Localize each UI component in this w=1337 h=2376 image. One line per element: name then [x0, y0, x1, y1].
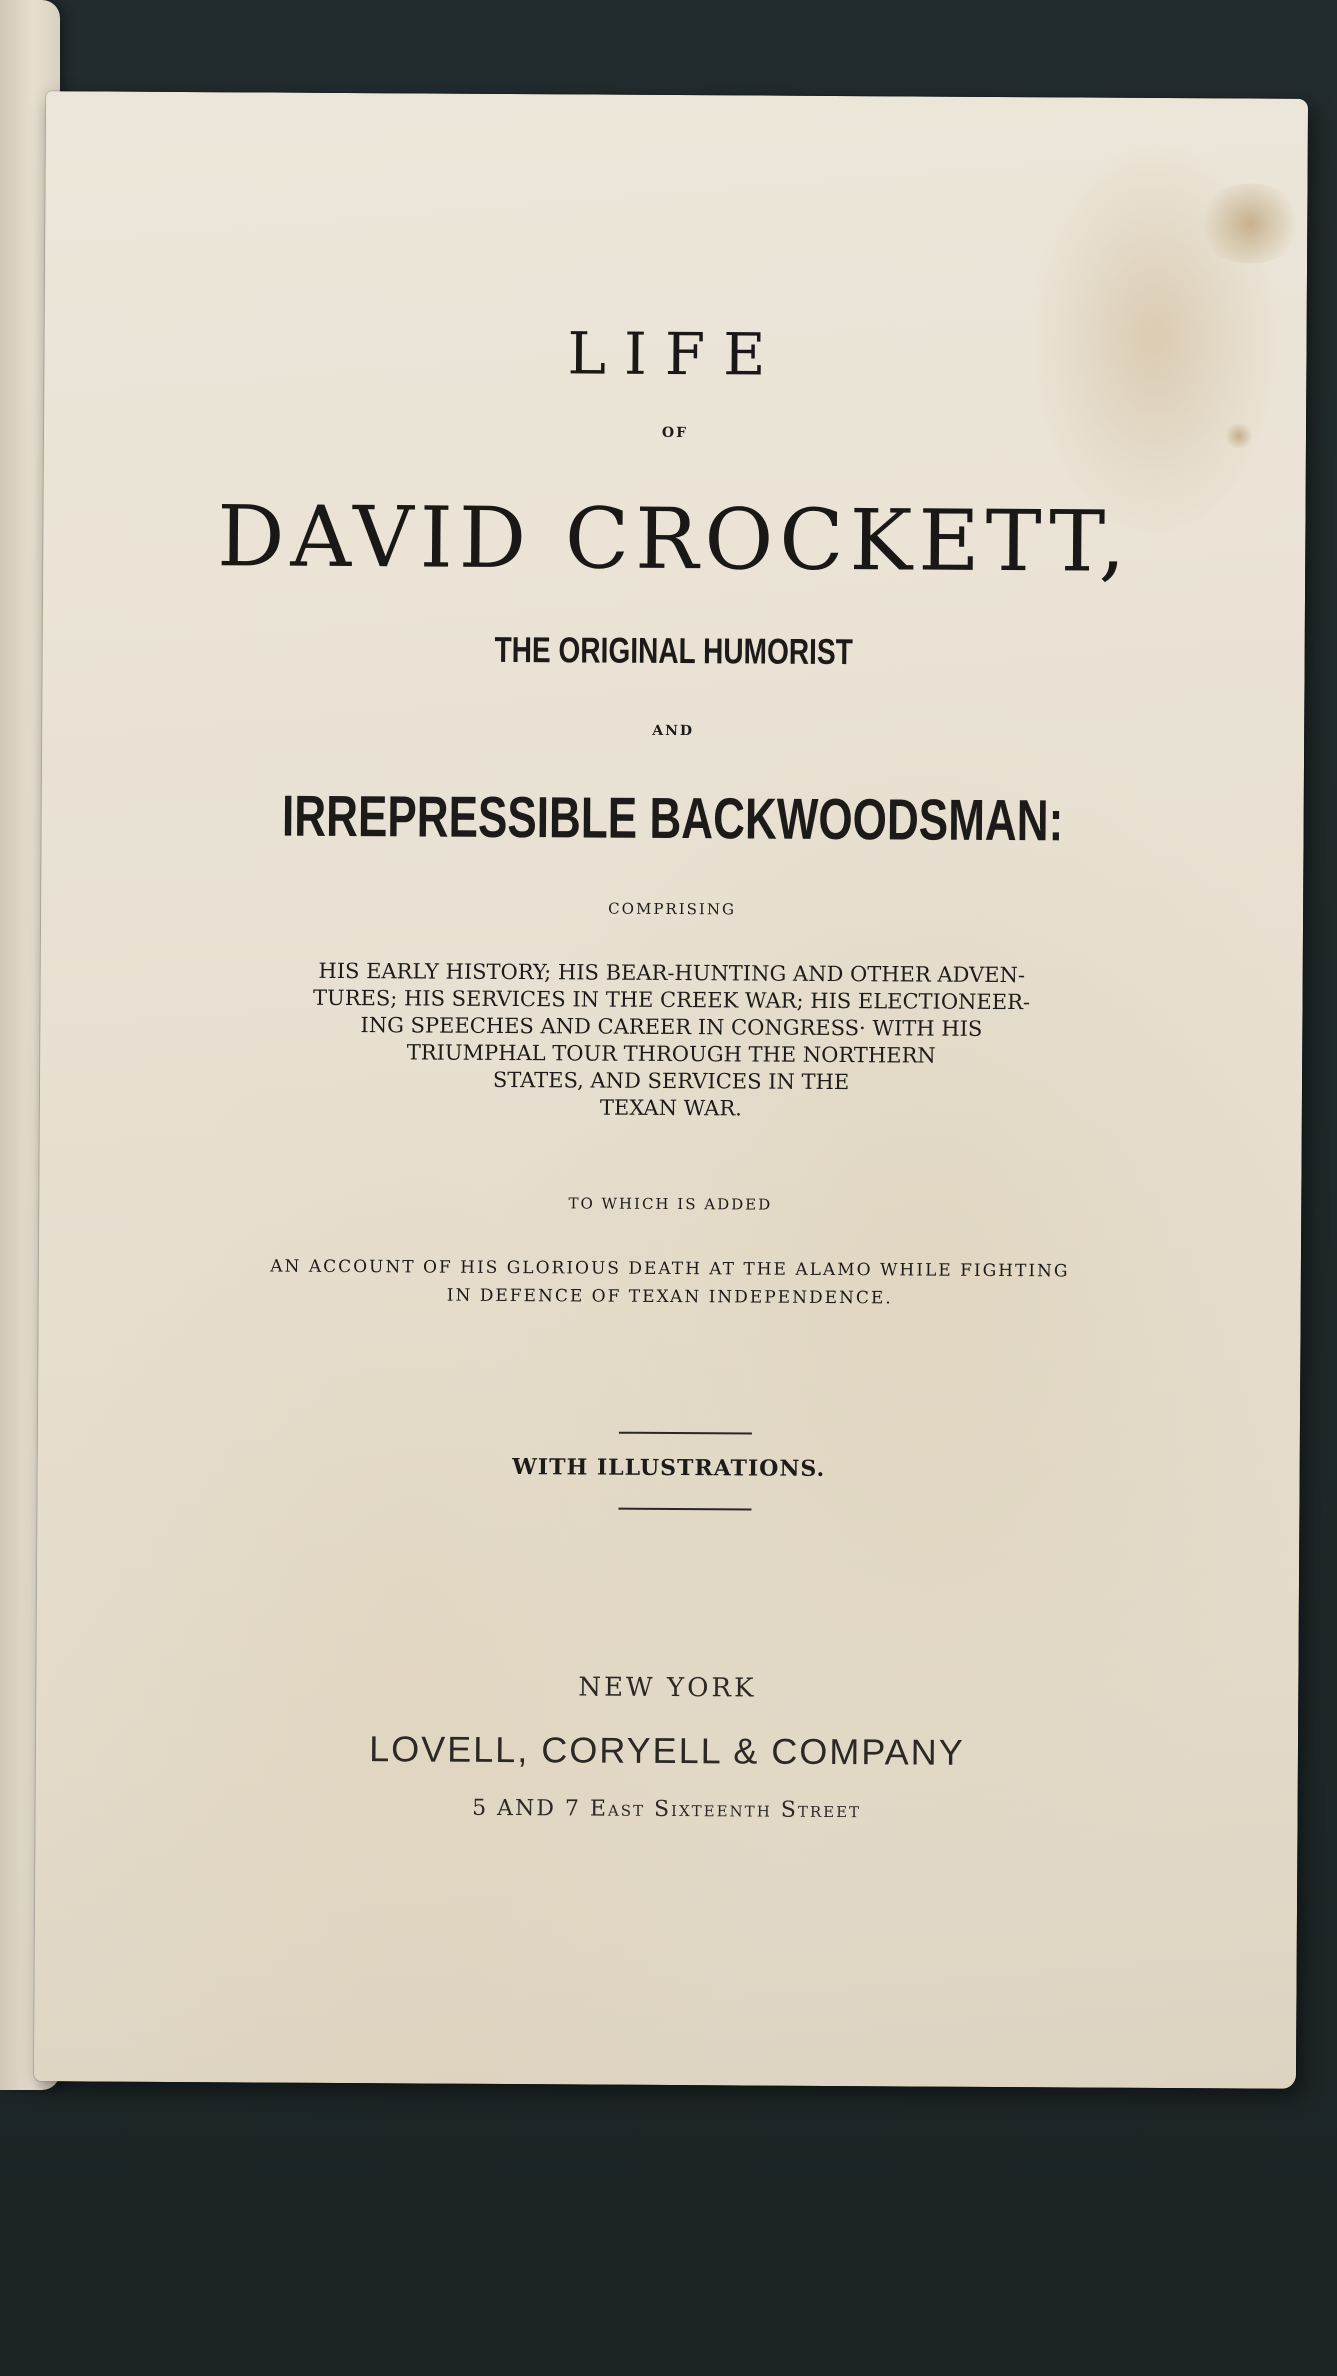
description-line: TEXAN WAR.: [599, 1095, 742, 1121]
description-line: HIS EARLY HISTORY; HIS BEAR-HUNTING AND OTHER ADVEN-: [318, 958, 1026, 988]
account-line: AN ACCOUNT OF HIS GLORIOUS DEATH AT THE ALAMO WHILE FIGHTING: [270, 1256, 1070, 1282]
publisher-city: NEW YORK: [578, 1672, 757, 1704]
title-page-text: [34, 91, 1308, 2089]
illustrations-note: WITH ILLUSTRATIONS.: [512, 1454, 826, 1482]
publisher-name: LOVELL, CORYELL & COMPANY: [369, 1728, 965, 1773]
subtitle-backwoodsman: IRREPRESSIBLE BACKWOODSMAN:: [281, 783, 1064, 854]
description-line: TRIUMPHAL TOUR THROUGH THE NORTHERN: [406, 1040, 936, 1068]
description-line: TURES; HIS SERVICES IN THE CREEK WAR; HIS ELECTIONEER-: [312, 985, 1031, 1015]
subtitle-humorist: THE ORIGINAL HUMORIST: [494, 628, 853, 673]
alamo-account: [39, 1251, 1301, 1315]
comprising-label: COMPRISING: [608, 899, 737, 919]
divider-rule: [618, 1508, 751, 1511]
and-connector: AND: [652, 722, 695, 740]
contents-description: [40, 956, 1303, 1126]
publisher-address: 5 AND 7 East Sixteenth Street: [472, 1795, 862, 1824]
added-label: TO WHICH IS ADDED: [568, 1194, 773, 1214]
book-title-name: DAVID CROCKETT,: [216, 487, 1132, 591]
book-title-life: LIFE: [567, 319, 784, 389]
description-line: ING SPEECHES AND CAREER IN CONGRESS· WITH HIS: [360, 1013, 983, 1041]
divider-rule: [619, 1432, 752, 1435]
account-line: IN DEFENCE OF TEXAN INDEPENDENCE.: [446, 1285, 893, 1309]
title-page: [34, 91, 1308, 2089]
description-line: STATES, AND SERVICES IN THE: [492, 1067, 850, 1095]
of-connector: OF: [661, 424, 689, 442]
